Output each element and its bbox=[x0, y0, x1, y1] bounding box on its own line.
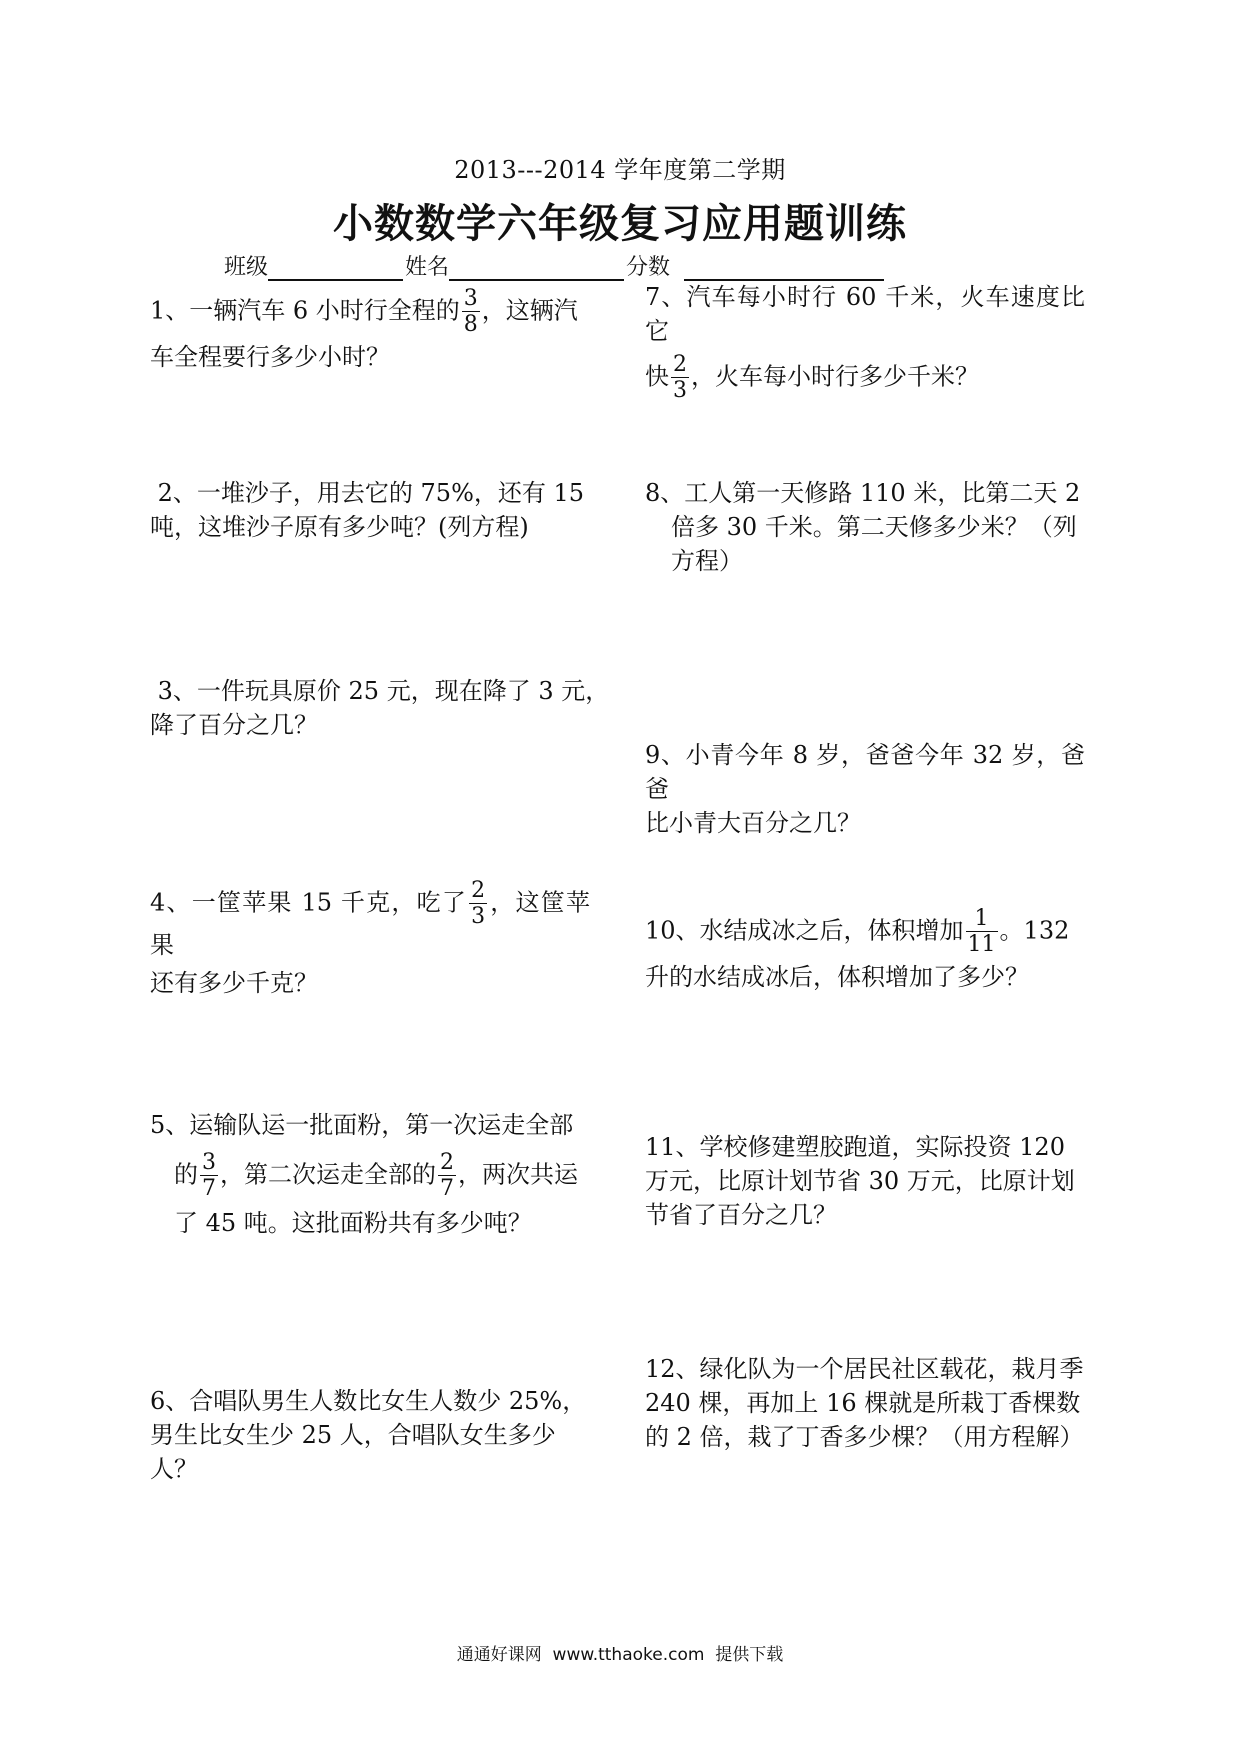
fraction bbox=[469, 880, 487, 928]
fraction-numerator: 3 bbox=[202, 1150, 216, 1175]
question-3-line-2: 降了百分之几？ bbox=[150, 711, 318, 739]
question-6 bbox=[150, 1384, 590, 1486]
question-8-line-1: 8、工人第一天修路 110 米，比第二天 2 bbox=[645, 479, 1081, 507]
question-3-line-1: 3、一件玩具原价 25 元，现在降了 3 元， bbox=[150, 677, 610, 705]
score-label: 分数 bbox=[626, 255, 671, 280]
worksheet-title: 小数数学六年级复习应用题训练 bbox=[333, 201, 907, 247]
question-5-text: ，第二次运走全部的 bbox=[220, 1160, 436, 1189]
question-7 bbox=[645, 280, 1085, 402]
question-11-line-3: 节省了百分之几？ bbox=[645, 1201, 837, 1229]
fraction-numerator: 3 bbox=[463, 286, 478, 311]
fraction-numerator: 2 bbox=[673, 352, 687, 377]
semester-subtitle: 2013---2014 学年度第二学期 bbox=[454, 156, 786, 184]
question-4-text: 4、一筐苹果 15 千克，吃了 bbox=[150, 888, 468, 917]
question-6-line-1: 6、合唱队男生人数比女生人数少 25%， bbox=[150, 1387, 587, 1415]
question-10 bbox=[645, 908, 1085, 994]
question-6-line-3: 人？ bbox=[150, 1455, 198, 1483]
question-7-line-2 bbox=[645, 354, 1085, 402]
question-11-line-2: 万元，比原计划节省 30 万元，比原计划 bbox=[645, 1167, 1075, 1195]
class-blank[interactable] bbox=[268, 257, 403, 281]
fraction-numerator: 1 bbox=[966, 908, 998, 932]
question-4-line-2: 还有多少千克？ bbox=[150, 969, 318, 997]
question-6-line-2: 男生比女生少 25 人，合唱队女生多少 bbox=[150, 1421, 556, 1449]
fraction-denominator: 8 bbox=[463, 312, 478, 337]
fraction-denominator: 7 bbox=[440, 1176, 454, 1201]
question-11 bbox=[645, 1130, 1085, 1232]
name-label: 姓名 bbox=[405, 255, 450, 280]
fraction-denominator: 3 bbox=[471, 904, 486, 929]
question-5 bbox=[150, 1108, 590, 1240]
class-label: 班级 bbox=[224, 255, 269, 280]
fraction-numerator: 2 bbox=[440, 1150, 454, 1175]
name-blank[interactable] bbox=[449, 257, 624, 281]
question-1-line-1 bbox=[150, 288, 590, 336]
fraction-numerator: 2 bbox=[471, 878, 486, 903]
question-4-line-1 bbox=[150, 880, 590, 962]
question-2-line-2: 吨，这堆沙子原有多少吨？(列方程) bbox=[150, 513, 529, 541]
question-3 bbox=[150, 674, 610, 742]
question-1 bbox=[150, 288, 590, 374]
question-10-line-2: 升的水结成冰后，体积增加了多少？ bbox=[645, 963, 1029, 991]
question-4 bbox=[150, 880, 590, 1000]
question-5-line-2 bbox=[150, 1152, 590, 1200]
question-11-line-1: 11、学校修建塑胶跑道，实际投资 120 bbox=[645, 1133, 1065, 1161]
student-info-row bbox=[224, 250, 886, 281]
question-12-line-1: 12、绿化队为一个居民社区载花，栽月季 bbox=[645, 1355, 1084, 1383]
question-5-line-3: 了 45 吨。这批面粉共有多少吨？ bbox=[174, 1209, 532, 1237]
question-7-text: 快 bbox=[645, 362, 669, 391]
question-12-line-3: 的 2 倍，栽了丁香多少棵？（用方程解） bbox=[645, 1423, 1084, 1451]
question-2-line-1: 2、一堆沙子，用去它的 75%，还有 15 bbox=[150, 479, 585, 507]
fraction-denominator: 3 bbox=[673, 378, 687, 403]
question-1-text: ，这辆汽 bbox=[481, 296, 578, 325]
fraction bbox=[438, 1152, 456, 1200]
question-9-line-1: 9、小青今年 8 岁，爸爸今年 32 岁，爸爸 bbox=[645, 741, 1085, 803]
question-1-line-2: 车全程要行多少小时？ bbox=[150, 343, 390, 371]
question-8-line-3: 方程） bbox=[671, 547, 743, 575]
fraction-denominator: 7 bbox=[202, 1176, 216, 1201]
question-10-line-1 bbox=[645, 908, 1085, 956]
question-12-line-2: 240 棵，再加上 16 棵就是所栽丁香棵数 bbox=[645, 1389, 1081, 1417]
question-5-line-1: 5、运输队运一批面粉，第一次运走全部 bbox=[150, 1111, 574, 1139]
question-5-text: ，两次共运 bbox=[458, 1160, 578, 1189]
question-4-text: ，这筐苹果 bbox=[150, 888, 591, 959]
question-5-text: 的 bbox=[174, 1160, 198, 1189]
fraction bbox=[200, 1152, 218, 1200]
download-footer: 通通好课网 www.tthaoke.com 提供下载 bbox=[456, 1645, 784, 1665]
question-12 bbox=[645, 1352, 1085, 1454]
question-1-text: 1、一辆汽车 6 小时行全程的 bbox=[150, 296, 460, 325]
question-9 bbox=[645, 738, 1085, 840]
fraction bbox=[966, 908, 998, 956]
question-7-line-1: 7、汽车每小时行 60 千米，火车速度比它 bbox=[645, 283, 1085, 345]
fraction bbox=[671, 354, 689, 402]
question-7-text: ，火车每小时行多少千米？ bbox=[691, 362, 979, 391]
fraction-denominator: 11 bbox=[967, 932, 996, 957]
question-10-text: 10、水结成冰之后，体积增加 bbox=[645, 916, 964, 945]
question-9-line-2: 比小青大百分之几？ bbox=[645, 809, 861, 837]
question-2 bbox=[150, 476, 590, 544]
question-8-line-2: 倍多 30 千米。第二天修多少米？（列 bbox=[671, 513, 1077, 541]
score-blank[interactable] bbox=[684, 257, 884, 281]
fraction bbox=[462, 288, 480, 336]
question-8 bbox=[645, 476, 1085, 578]
question-10-text: 。132 bbox=[999, 916, 1070, 945]
